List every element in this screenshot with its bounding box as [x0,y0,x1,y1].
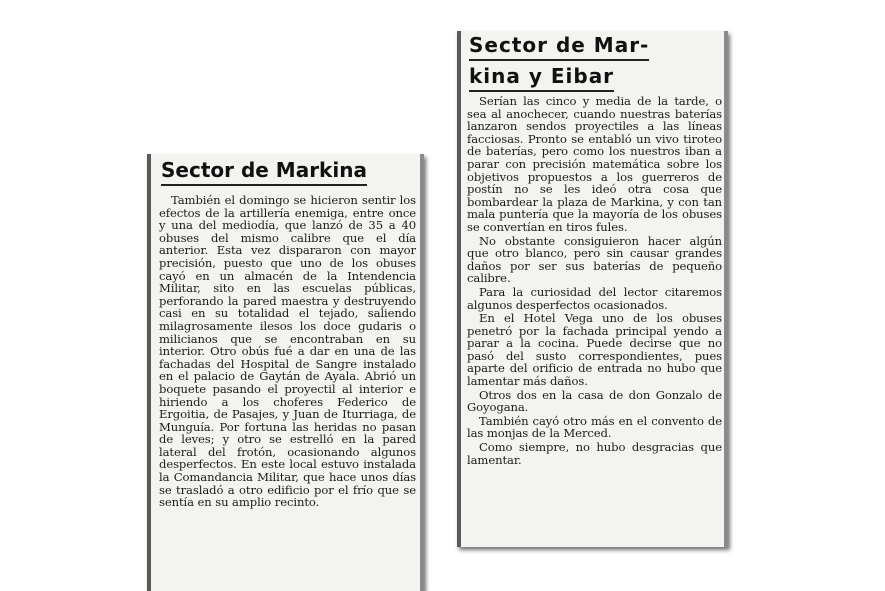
clipping-headline [469,33,722,92]
headline-line-1: Sector de Mar- [469,33,649,61]
article-paragraph: Como siempre, no hubo desgracias que lamentar. [467,440,722,467]
newspaper-clipping-sector-de-markina-y-eibar [457,31,728,547]
article-paragraph: También el domingo se hicieron sentir los efectos de la artillería enemiga, entre once y una del mediodía, que lanzó de 35 a 40 obuses del mismo calibre que el día anterior. Esta vez dispararon con mayor precisión, puesto que uno de los obuses cayó en un almacén de la Intendencia Militar, sito en las escuelas públicas, perforando la pared maestra y destruyendo casi en su totalidad el tejado, saliendo milagrosamente ilesos los doce gudaris o milicianos que se encontraban en su interior. Otro obús fué a dar en una de las fachadas del Hospital de Sangre instalado en el palacio de Gaytán de Ayala. Abrió un boquete pasando el proyectil al interior e hiriendo a los choferes Federico de Ergoitia, de Pasajes, y Juan de Iturriaga, de Munguía. Por fortuna las heridas no pasan de leves; y otro se estrelló en la pared lateral del frotón, ocasionando algunos desperfectos. En este local estuvo instalada la Comandancia Militar, que hace unos días se trasladó a otro edificio por el frío que se sentía en su amplio recinto. [159,193,416,510]
article-paragraph: También cayó otro más en el convento de las monjas de la Merced. [467,413,722,441]
article-paragraph: En el Hotel Vega uno de los obuses penetró por la fachada principal yendo a parar a la cocina. Puede decirse que no pasó del susto correspondientes, pues aparte del orificio de entrada no hubo que lamentar más daños. [467,311,722,389]
article-paragraph: Otros dos en la casa de don Gonzalo de Goyogana. [467,387,722,415]
article-paragraph: No obstante consiguieron hacer algún que otro blanco, pero sin causar grandes daños por ser sus baterías de pequeño calibre. [467,233,722,286]
headline-line-2: kina y Eibar [469,64,614,92]
newspaper-clipping-sector-de-markina [147,154,424,591]
article-paragraph: Serían las cinco y media de la tarde, o sea al anochecer, cuando nuestras baterías lanzaron sendos proyectiles a las líneas facciosas. Pronto se entabló un vivo tiroteo de baterías, pero como los nuestros iban a parar con precisión matemática sobre los objetivos propuestos a los guerreros de postín no se les ideó otra cosa que bombardear la plaza de Markina, y con tan mala puntería que la mayoría de los obuses se convertían en tiros fules. [467,94,722,234]
article-paragraph: Para la curiosidad del lector citaremos algunos desperfectos ocasionados. [467,284,722,312]
clipping-headline: Sector de Markina [161,158,416,186]
